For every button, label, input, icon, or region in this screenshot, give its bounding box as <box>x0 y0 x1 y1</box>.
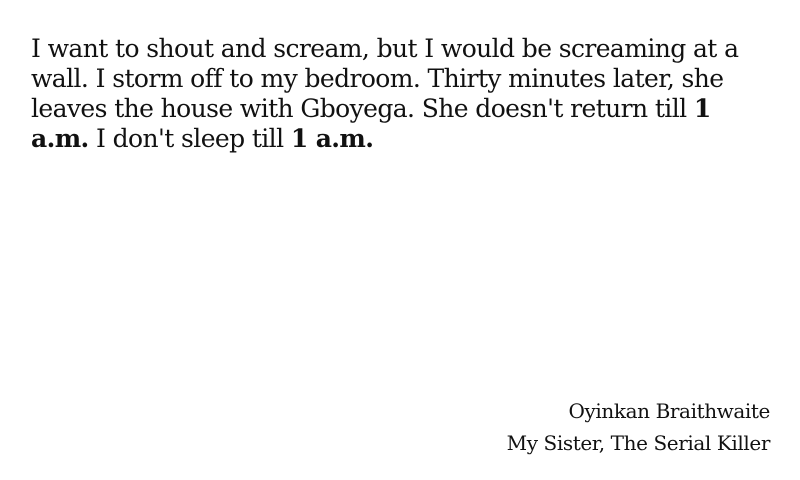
quote-text-part-2: I don't sleep till <box>88 124 291 153</box>
quote-time-1: 1 a.m. <box>31 94 711 153</box>
author-name: Oyinkan Braithwaite <box>568 399 770 423</box>
attribution <box>507 395 770 459</box>
quote-text <box>31 34 771 154</box>
book-title: My Sister, The Serial Killer <box>506 431 770 455</box>
quote-time-2: 1 a.m. <box>290 124 374 153</box>
quote-text-part-1: I want to shout and scream, but I would be screaming at a wall. I storm off to my bedroom. Thirty minutes later, she leaves the house with Gboyega. She doesn't return till <box>31 34 739 123</box>
